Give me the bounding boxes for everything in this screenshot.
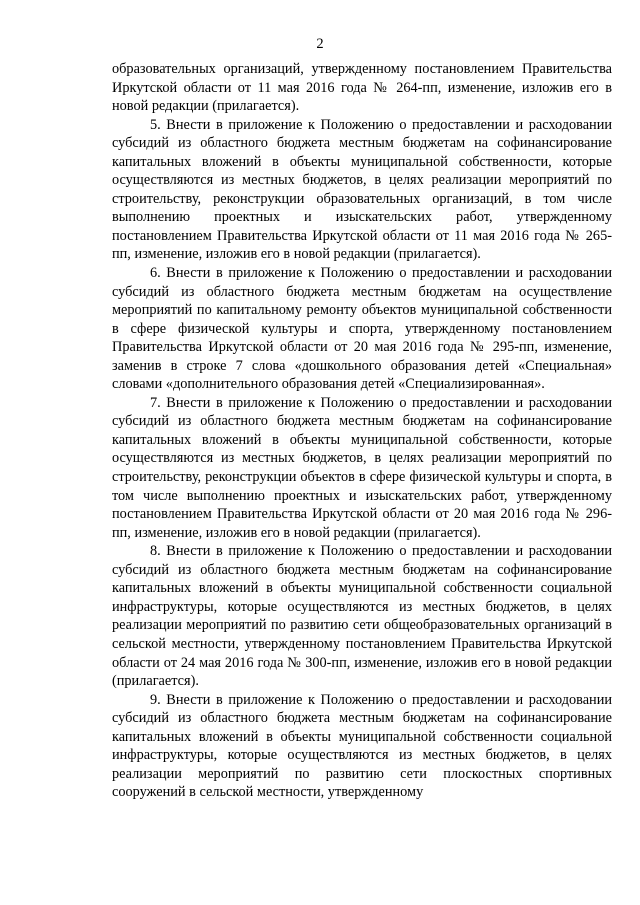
paragraph-item-5: 5. Внести в приложение к Положению о предоставлении и расходовании субсидий из областного бюджета местным бюджетам на софинансирование капитальных вложений в объекты муниципальной собственности, которые осуществляются из местных бюджетов, в целях реализации мероприятий по строительству, реконструкции образовательных организаций, в том числе выполнению проектных и изыскательских работ, утвержденному постановлением Правительства Иркутской области от 11 мая 2016 года № 265-пп, изменение, изложив его в новой редакции (прилагается).: [112, 116, 612, 263]
page-number: 2: [316, 36, 324, 52]
document-body: [112, 60, 612, 802]
paragraph-continuation: образовательных организаций, утвержденному постановлением Правительства Иркутской области от 11 мая 2016 года № 264-пп, изменение, изложив его в новой редакции (прилагается).: [112, 61, 612, 115]
paragraph-item-7: 7. Внести в приложение к Положению о предоставлении и расходовании субсидий из областного бюджета местным бюджетам на софинансирование капитальных вложений в объекты муниципальной собственности, которые осуществляются из местных бюджетов, в целях реализации мероприятий по строительству, реконструкции объектов в сфере физической культуры и спорта, в том числе выполнению проектных и изыскательских работ, утвержденному постановлением Правительства Иркутской области от 20 мая 2016 года № 296-пп, изменение, изложив его в новой редакции (прилагается).: [112, 394, 612, 541]
paragraph-item-8: 8. Внести в приложение к Положению о предоставлении и расходовании субсидий из областного бюджета местным бюджетам на софинансирование капитальных вложений в объекты муниципальной собственности социальной инфраструктуры, которые осуществляются из местных бюджетов, в целях реализации мероприятий по развитию сети общеобразовательных организаций в сельской местности, утвержденному постановлением Правительства Иркутской области от 24 мая 2016 года № 300-пп, изменение, изложив его в новой редакции (прилагается).: [112, 543, 612, 690]
paragraph-item-6: 6. Внести в приложение к Положению о предоставлении и расходовании субсидий из областного бюджета местным бюджетам на осуществление мероприятий по капитальному ремонту объектов муниципальной собственности в сфере физической культуры и спорта, утвержденному постановлением Правительства Иркутской области от 20 мая 2016 года № 295-пп, изменение, заменив в строке 7 слова «дошкольного образования детей «Специальная» словами «дополнительного образования детей «Специализированная».: [112, 265, 612, 393]
paragraph-item-9: 9. Внести в приложение к Положению о предоставлении и расходовании субсидий из областного бюджета местным бюджетам на софинансирование капитальных вложений в объекты муниципальной собственности социальной инфраструктуры, которые осуществляются из местных бюджетов, в целях реализации мероприятий по развитию сети плоскостных спортивных сооружений в сельской местности, утвержденному: [112, 691, 612, 801]
